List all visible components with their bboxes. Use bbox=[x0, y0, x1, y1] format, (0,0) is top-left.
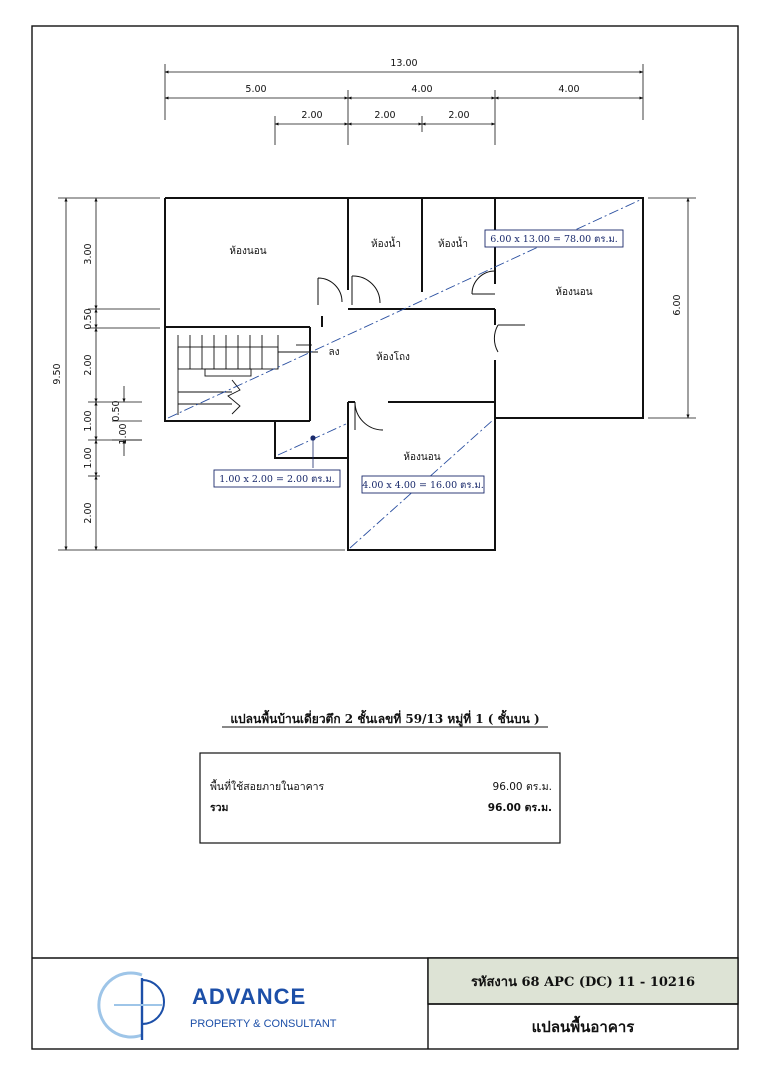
area-callout-bedroom: 4.00 x 4.00 = 16.00 ตร.ม. bbox=[362, 480, 484, 491]
dim-left-total: 9.50 bbox=[52, 363, 63, 385]
area-table-row2-label: รวม bbox=[210, 802, 229, 814]
area-callout-small: 1.00 x 2.00 = 2.00 ตร.ม. bbox=[219, 474, 335, 485]
area-table bbox=[200, 753, 560, 843]
dim-top-small-1: 2.00 bbox=[301, 110, 323, 121]
top-dimensions bbox=[165, 64, 643, 145]
room-label-bedroom-3: ห้องนอน bbox=[403, 452, 441, 463]
dim-top-mid-1: 5.00 bbox=[245, 84, 267, 95]
room-label-bedroom-1: ห้องนอน bbox=[229, 246, 267, 257]
brand-subtitle: PROPERTY & CONSULTANT bbox=[190, 1018, 337, 1030]
room-label-hall: ห้องโถง bbox=[376, 352, 410, 363]
area-table-row1-value: 96.00 ตร.ม. bbox=[492, 781, 552, 793]
dim-left-5: 1.00 bbox=[83, 447, 94, 469]
advance-logo-icon bbox=[99, 973, 164, 1040]
dim-top-small-2: 2.00 bbox=[374, 110, 396, 121]
dim-left-3: 2.00 bbox=[83, 354, 94, 376]
dim-right: 6.00 bbox=[672, 294, 683, 316]
dim-left-2: 0.50 bbox=[83, 308, 94, 330]
room-label-bedroom-2: ห้องนอน bbox=[555, 287, 593, 298]
room-label-bath-1: ห้องน้ำ bbox=[371, 239, 401, 250]
dim-left-small-2: 1.00 bbox=[118, 423, 129, 445]
dim-top-mid-2: 4.00 bbox=[411, 84, 433, 95]
job-code: รหัสงาน 68 APC (DC) 11 - 10216 bbox=[470, 975, 696, 990]
room-label-bath-2: ห้องน้ำ bbox=[438, 239, 468, 250]
stair-label-down: ลง bbox=[328, 347, 340, 358]
staircase bbox=[178, 335, 318, 415]
plan-title: แปลนพื้นบ้านเดี่ยวตึก 2 ชั้นเลขที่ 59/13 หมู่ที่ 1 ( ชั้นบน ) bbox=[230, 712, 540, 726]
sheet-title: แปลนพื้นอาคาร bbox=[531, 1018, 635, 1036]
dim-top-mid-3: 4.00 bbox=[558, 84, 580, 95]
left-dimensions bbox=[58, 198, 345, 550]
area-table-row2-value: 96.00 ตร.ม. bbox=[487, 802, 552, 814]
dim-left-4: 1.00 bbox=[83, 410, 94, 432]
dim-left-6: 2.00 bbox=[83, 502, 94, 524]
dim-left-small-1: 0.50 bbox=[111, 400, 122, 422]
area-marker-dot bbox=[310, 435, 315, 440]
dim-left-1: 3.00 bbox=[83, 243, 94, 265]
dim-top-small-3: 2.00 bbox=[448, 110, 470, 121]
sheet-border bbox=[32, 26, 738, 1049]
dim-top-total: 13.00 bbox=[390, 58, 418, 69]
area-callout-main: 6.00 x 13.00 = 78.00 ตร.ม. bbox=[490, 234, 618, 245]
plan-doors bbox=[318, 271, 525, 430]
brand-name: ADVANCE bbox=[192, 984, 307, 1009]
area-table-row1-label: พื้นที่ใช้สอยภายในอาคาร bbox=[210, 781, 325, 793]
